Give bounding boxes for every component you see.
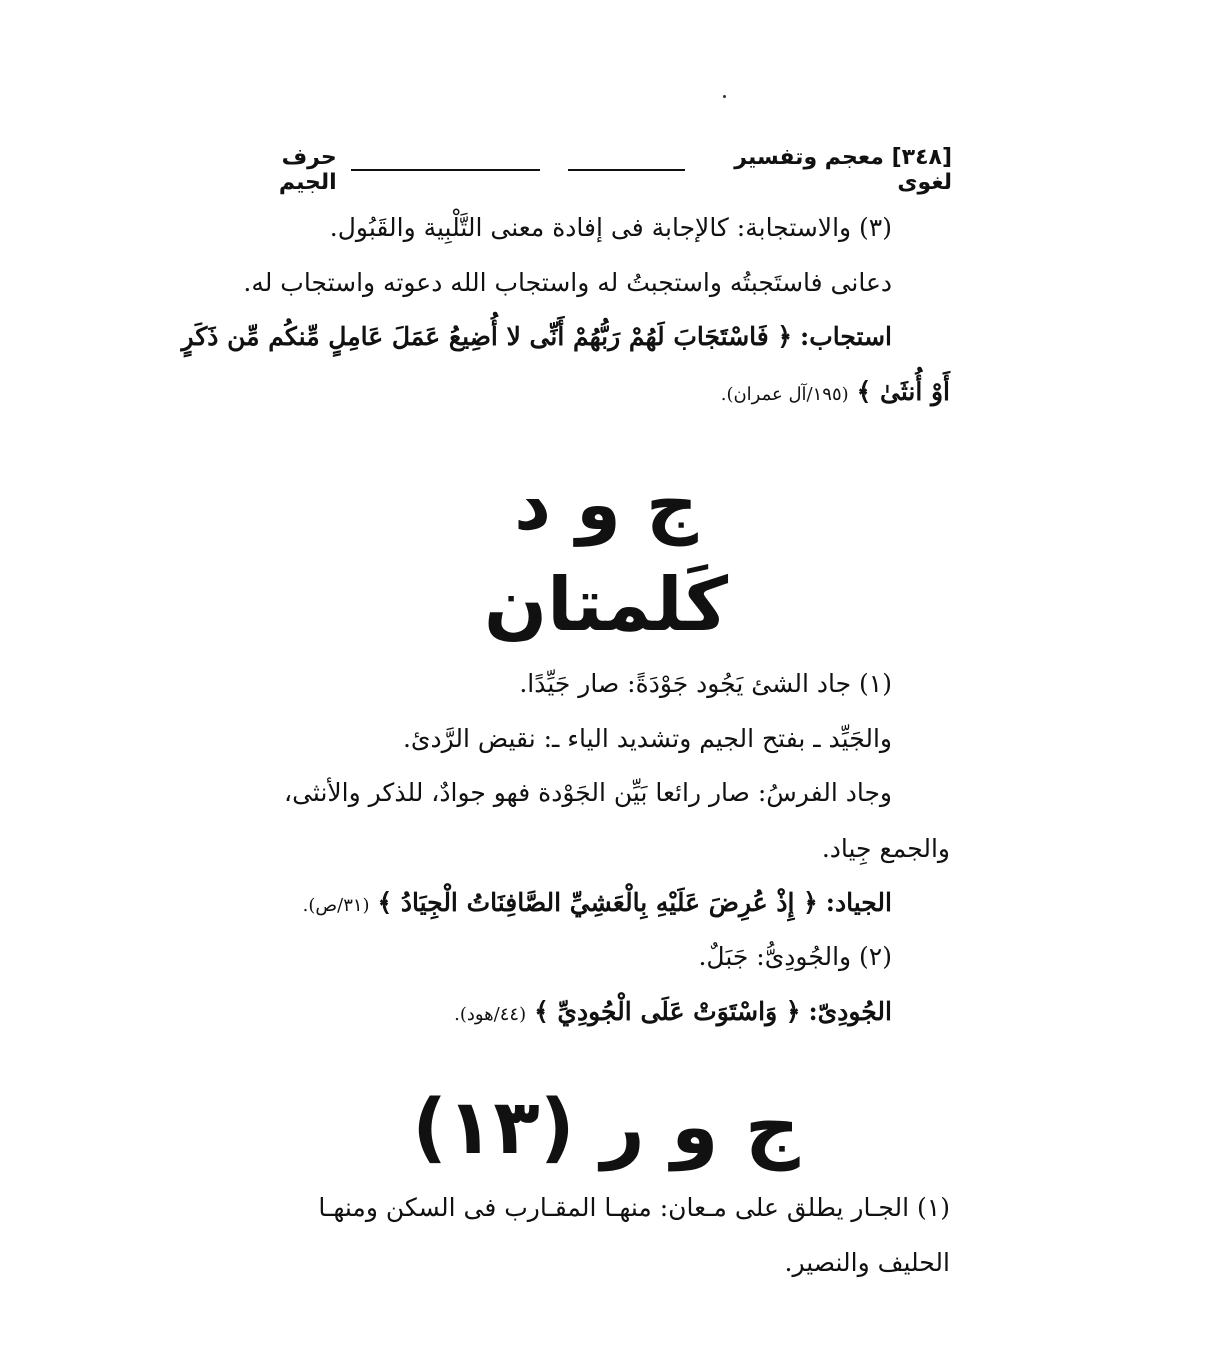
entry-line [721, 372, 950, 415]
entry-line: (١) الجـار يطلق على مـعان: منهـا المقـارب فى السكن ومنهـا [318, 1193, 950, 1222]
headword: الجُودِىّ: [808, 997, 892, 1026]
entry-line: (٣) والاستجابة: كالإجابة فى إفادة معنى التَّلْبِية والقَبُول. [329, 213, 892, 242]
verse-reference: (٣١/ص). [302, 895, 370, 916]
quran-quote: ﴿ فَاسْتَجَابَ لَهُمْ رَبُّهُمْ أَنِّى لا أُضِيعُ عَمَلَ عَامِلٍ مِّنكُم مِّن ذَكَرٍ [181, 322, 793, 351]
page-number-title: [٣٤٨] معجم وتفسير لغوى [734, 145, 952, 195]
quran-quote: ﴿ وَاسْتَوَتْ عَلَى الْجُودِيِّ ﴾ [534, 997, 801, 1026]
entry-line: والجمع جِياد. [821, 834, 950, 863]
headword: استجاب: [800, 322, 892, 351]
quran-quote: أَوْ أُنثَىٰ ﴾ [856, 377, 950, 406]
root-heading: ج و د [514, 462, 698, 546]
running-header [228, 145, 952, 195]
speck [723, 95, 726, 98]
entry-line: والجَيِّد ـ بفتح الجيم وتشديد الياء ـ: نقيض الرَّدئ. [402, 724, 892, 753]
header-rule-right [568, 169, 685, 171]
entry-line [303, 883, 892, 926]
root-heading: ج و ر (١٣) [412, 1082, 800, 1171]
entry-line: (٢) والجُودِىُّ: جَبَلٌ. [698, 942, 892, 971]
quran-quote: ﴿ إِذْ عُرِضَ عَلَيْهِ بِالْعَشِيِّ الصَّافِنَاتُ الْجِيَادُ ﴾ [377, 888, 818, 917]
entry-line [454, 992, 892, 1035]
header-section-group [228, 145, 554, 195]
header-title-group [554, 145, 952, 195]
entry-line [182, 317, 892, 357]
entry-line: دعانى فاستَجبتُه واستجبتُ له واستجاب الله دعوته واستجاب له. [243, 268, 892, 297]
root-word-count: كَلمتان [483, 562, 728, 648]
entry-line: وجاد الفرسُ: صار رائعا بَيِّن الجَوْدة فهو جوادٌ، للذكر والأنثى، [284, 778, 892, 807]
entry-line: الحليف والنصير. [784, 1248, 950, 1277]
section-title: حرف الجيم [278, 145, 337, 195]
verse-reference: (١٩٥/آل عمران). [720, 384, 849, 405]
verse-reference: (٤٤/هود). [454, 1004, 527, 1025]
headword: الجياد: [825, 888, 892, 917]
header-rule-left [351, 169, 540, 171]
entry-line: (١) جاد الشئ يَجُود جَوْدَةً: صار جَيِّدًا. [519, 669, 892, 698]
